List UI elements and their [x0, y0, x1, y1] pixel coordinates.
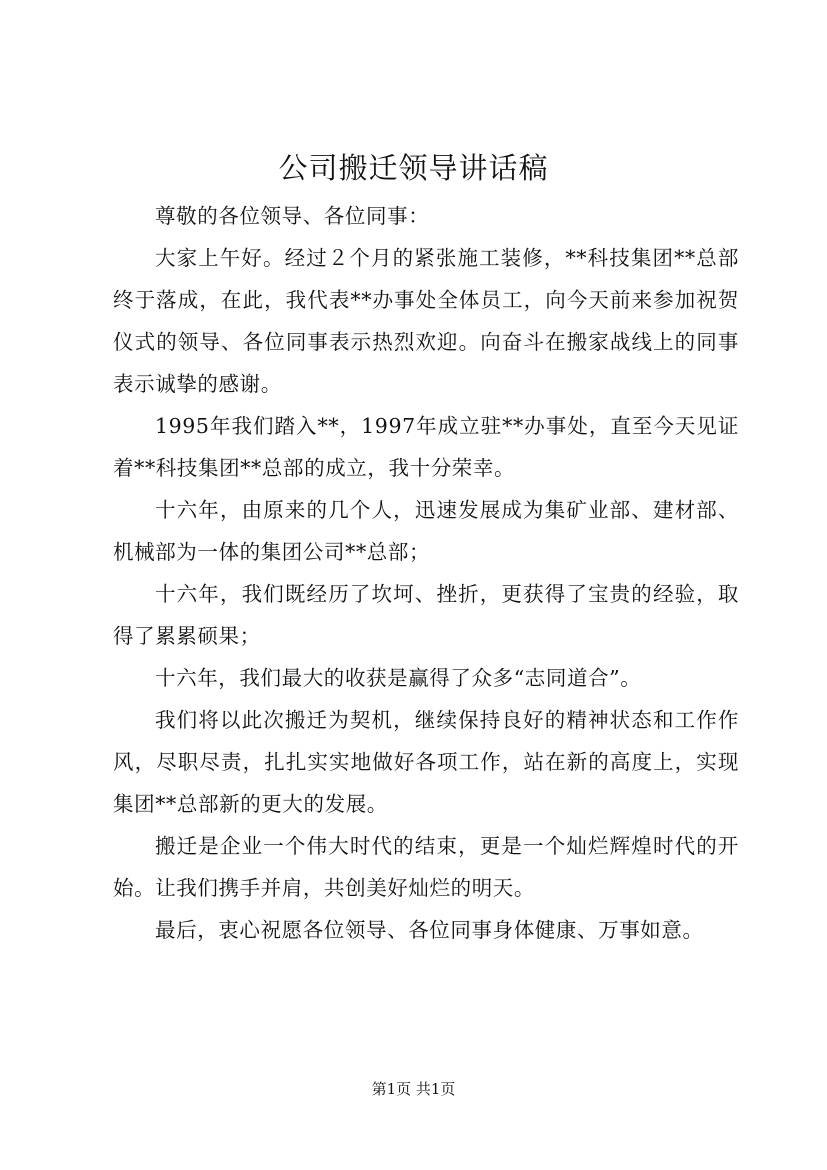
paragraph-salutation: 尊敬的各位领导、各位同事： [155, 204, 430, 228]
paragraph-history: 1995年我们踏入**，1997年成立驻**办事处，直至今天见证着**科技集团**总部的成立，我十分荣幸。 [113, 414, 739, 480]
paragraph-closing: 最后，衷心祝愿各位领导、各位同事身体健康、万事如意。 [155, 918, 704, 942]
paragraph-new-era: 搬迁是企业一个伟大时代的结束，更是一个灿烂辉煌时代的开始。让我们携手并肩，共创美好灿烂的明天。 [113, 834, 739, 900]
document-title: 公司搬迁领导讲话稿 [278, 151, 549, 185]
document-body [113, 195, 739, 951]
paragraph-opportunity: 我们将以此次搬迁为契机，继续保持良好的精神状态和工作作风，尽职尽责，扎扎实实地做好各项工作，站在新的高度上，实现集团**总部新的更大的发展。 [113, 708, 739, 816]
page-footer: 第1页 共1页 [371, 1080, 456, 1098]
paragraph-growth: 十六年，由原来的几个人，迅速发展成为集矿业部、建材部、机械部为一体的集团公司**总部； [113, 498, 739, 564]
paragraph-experience: 十六年，我们既经历了坎坷、挫折，更获得了宝贵的经验，取得了累累硕果； [113, 582, 739, 648]
paragraph-harvest: 十六年，我们最大的收获是赢得了众多“志同道合”。 [155, 666, 642, 690]
paragraph-greeting: 大家上午好。经过２个月的紧张施工装修，**科技集团**总部终于落成，在此，我代表**办事处全体员工，向今天前来参加祝贺仪式的领导、各位同事表示热烈欢迎。向奋斗在搬家战线上的同事表示诚挚的感谢。 [113, 246, 739, 396]
